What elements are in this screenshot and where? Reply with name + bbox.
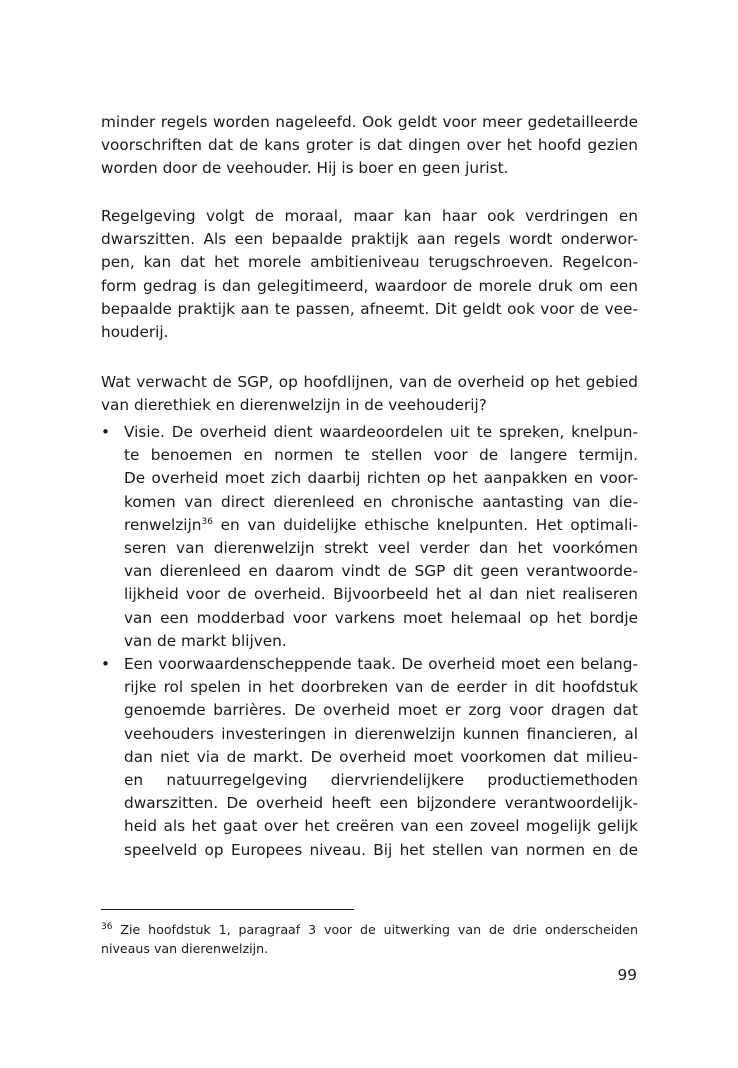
line-text: en van duidelijke ethische knelpunten. Het optimali- xyxy=(212,515,638,534)
bullet-line: van dierenleed en daarom vindt de SGP dit geen verantwoorde- xyxy=(124,562,638,581)
paragraph-2 xyxy=(101,205,638,344)
paragraph-line: voorschriften dat de kans groter is dat dingen over het hoofd gezien xyxy=(101,136,638,155)
paragraph-line: houderij. xyxy=(101,323,169,342)
paragraph-line: Wat verwacht de SGP, op hoofdlijnen, van de overheid op het gebied xyxy=(101,373,638,391)
bullet-line: dwarszitten. De overheid heeft een bijzondere verantwoordelijk- xyxy=(124,794,638,813)
page-number: 99 xyxy=(617,966,637,984)
bullet-line: te benoemen en normen te stellen voor de langere termijn. xyxy=(124,446,638,465)
paragraph-line: form gedrag is dan gelegitimeerd, waardoor de morele druk om een xyxy=(101,276,638,295)
bullet-line: dan niet via de markt. De overheid moet voorkomen dat milieu- xyxy=(124,747,638,766)
bullet-icon: • xyxy=(101,655,111,674)
paragraph-3 xyxy=(101,371,638,417)
footnote-line: niveaus van dierenwelzijn. xyxy=(101,941,269,956)
bullet-list xyxy=(101,421,638,862)
bullet-item-visie xyxy=(101,421,638,653)
bullet-line: Een voorwaardenscheppende taak. De overheid moet een belang- xyxy=(124,655,638,674)
paragraph-line: worden door de veehouder. Hij is boer en geen jurist. xyxy=(101,159,509,178)
bullet-item-voorwaarden xyxy=(101,653,638,862)
bullet-line: veehouders investeringen in dierenwelzijn kunnen financieren, al xyxy=(124,724,638,743)
bullet-line: genoemde barrières. De overheid moet er zorg voor dragen dat xyxy=(124,701,638,720)
bullet-line: van een modderbad voor varkens moet helemaal op het bordje xyxy=(124,608,638,627)
bullet-text xyxy=(124,421,638,653)
paragraph-line: minder regels worden nageleefd. Ook geldt voor meer gedetailleerde xyxy=(101,113,638,131)
bullet-line: van de markt blijven. xyxy=(124,631,287,650)
footnote-divider xyxy=(101,909,354,910)
paragraph-line: pen, kan dat het morele ambitieniveau terugschroeven. Regelcon- xyxy=(101,253,638,272)
paragraph-1 xyxy=(101,111,638,181)
footnote-text: Zie hoofdstuk 1, paragraaf 3 voor de uitwerking van de drie onderscheiden xyxy=(112,922,638,937)
paragraph-line: van dierethiek en dierenwelzijn in de veehouderij? xyxy=(101,396,487,415)
footnote xyxy=(101,920,638,958)
bullet-line: rijke rol spelen in het doorbreken van de eerder in dit hoofdstuk xyxy=(124,678,638,697)
bullet-line: heid als het gaat over het creëren van een zoveel mogelijk gelijk xyxy=(124,817,638,836)
bullet-line: komen van direct dierenleed en chronische aantasting van die- xyxy=(124,492,638,511)
bullet-line-with-footnote-ref xyxy=(124,514,638,537)
bullet-icon: • xyxy=(101,423,111,441)
footnote-reference[interactable]: 36 xyxy=(201,516,213,527)
footnote-line xyxy=(101,920,638,939)
footnote-number: 36 xyxy=(101,921,113,932)
paragraph-line: bepaalde praktijk aan te passen, afneemt. Dit geldt ook voor de vee- xyxy=(101,299,638,318)
bullet-line: en natuurregelgeving diervriendelijkere productiemethoden xyxy=(124,771,638,790)
bullet-line: De overheid moet zich daarbij richten op het aanpakken en voor- xyxy=(124,469,638,488)
line-text: renwelzijn xyxy=(124,515,202,534)
bullet-line: seren van dierenwelzijn strekt veel verder dan het voorkómen xyxy=(124,539,638,558)
bullet-line: lijkheid voor de overheid. Bijvoorbeeld het al dan niet realiseren xyxy=(124,585,638,604)
bullet-line: Visie. De overheid dient waardeoordelen uit te spreken, knelpun- xyxy=(124,423,638,441)
bullet-line: speelveld op Europees niveau. Bij het stellen van normen en de xyxy=(124,840,638,859)
bullet-text xyxy=(124,653,638,862)
paragraph-line: Regelgeving volgt de moraal, maar kan haar ook verdringen en xyxy=(101,207,638,225)
paragraph-line: dwarszitten. Als een bepaalde praktijk aan regels wordt onderwor- xyxy=(101,230,638,249)
